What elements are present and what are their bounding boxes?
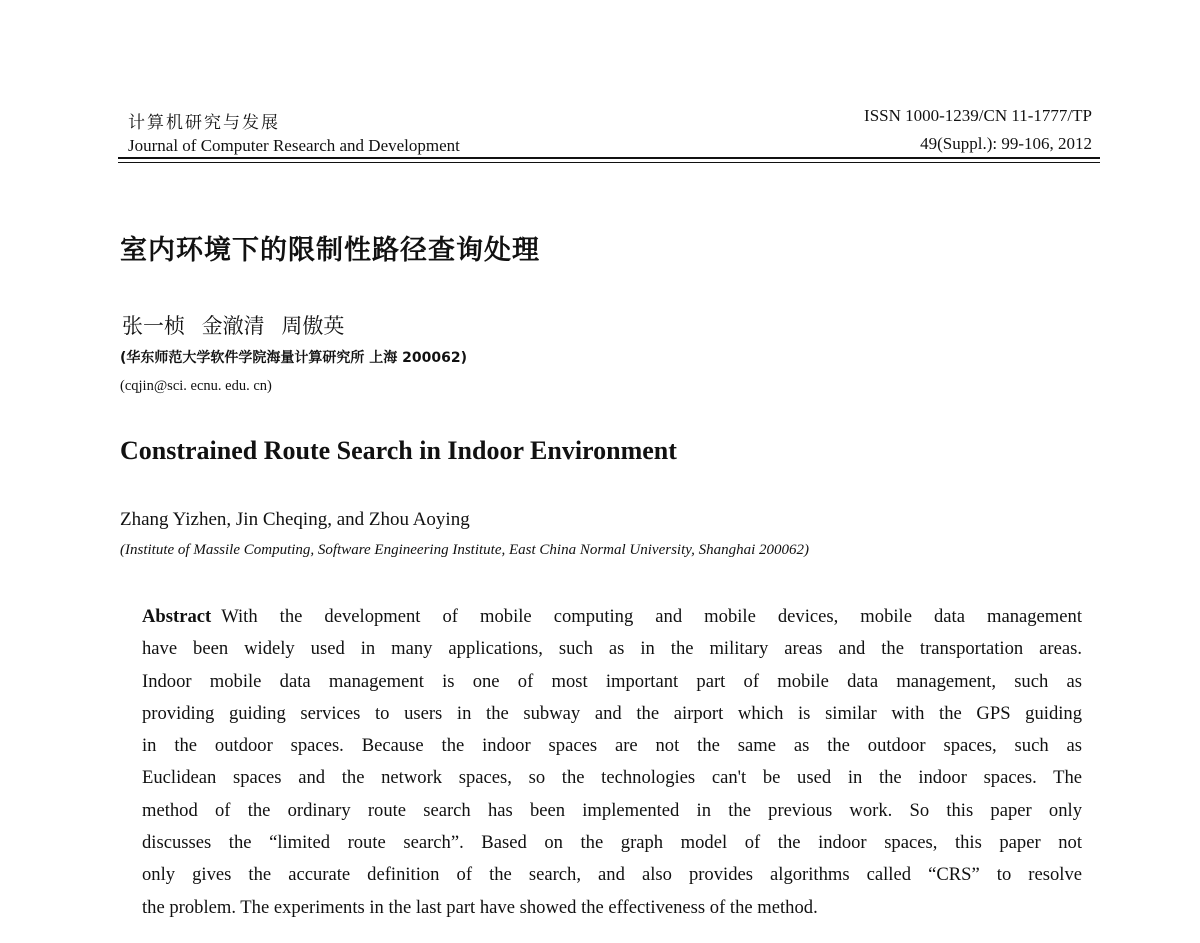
abstract-line: only gives the accurate definition of the search, and also provides algorithms called “CRS” to resolve (142, 864, 1082, 886)
abstract-line: providing guiding services to users in the subway and the airport which is similar with the GPS guiding (142, 702, 1082, 724)
issn-line: ISSN 1000-1239/CN 11-1777/TP (864, 106, 1092, 125)
paper-title-english: Constrained Route Search in Indoor Environment (120, 436, 677, 465)
abstract-line: discusses the “limited route search”. Based on the graph model of the indoor spaces, this paper not (142, 832, 1082, 854)
abstract-line (142, 601, 1082, 633)
abstract-line-text: With the development of mobile computing and mobile devices, mobile data management (221, 606, 1082, 627)
affiliation-english: (Institute of Massile Computing, Software Engineering Institute, East China Normal University, Shanghai 200062) (120, 542, 809, 558)
contact-email: (cqjin@sci. ecnu. edu. cn) (120, 378, 272, 394)
paper-title-chinese: 室内环境下的限制性路径查询处理 (120, 235, 540, 266)
journal-name-english: Journal of Computer Research and Development (128, 136, 460, 155)
abstract-line: have been widely used in many applications, such as in the military areas and the transportation areas. (142, 638, 1082, 660)
abstract-label: Abstract (142, 606, 212, 627)
authors-english: Zhang Yizhen, Jin Cheqing, and Zhou Aoying (120, 509, 470, 530)
journal-name-chinese: 计算机研究与发展 (128, 113, 280, 133)
abstract-line: Euclidean spaces and the network spaces, so the technologies can't be used in the indoor spaces. The (142, 767, 1082, 789)
abstract-line: in the outdoor spaces. Because the indoor spaces are not the same as the outdoor spaces, such as (142, 735, 1082, 757)
authors-chinese: 张一桢 金澈清 周傲英 (122, 314, 345, 338)
affiliation-chinese: (华东师范大学软件学院海量计算研究所 上海 200062) (120, 350, 467, 366)
abstract-section (142, 601, 1082, 924)
header-rule-thin (118, 162, 1100, 163)
abstract-line: the problem. The experiments in the last part have showed the effectiveness of the method. (142, 896, 818, 918)
abstract-line: Indoor mobile data management is one of most important part of mobile data management, such as (142, 670, 1082, 692)
volume-issue-pages: 49(Suppl.): 99-106, 2012 (920, 134, 1092, 153)
abstract-line: method of the ordinary route search has been implemented in the previous work. So this paper only (142, 799, 1082, 821)
header-rule-thick (118, 157, 1100, 159)
